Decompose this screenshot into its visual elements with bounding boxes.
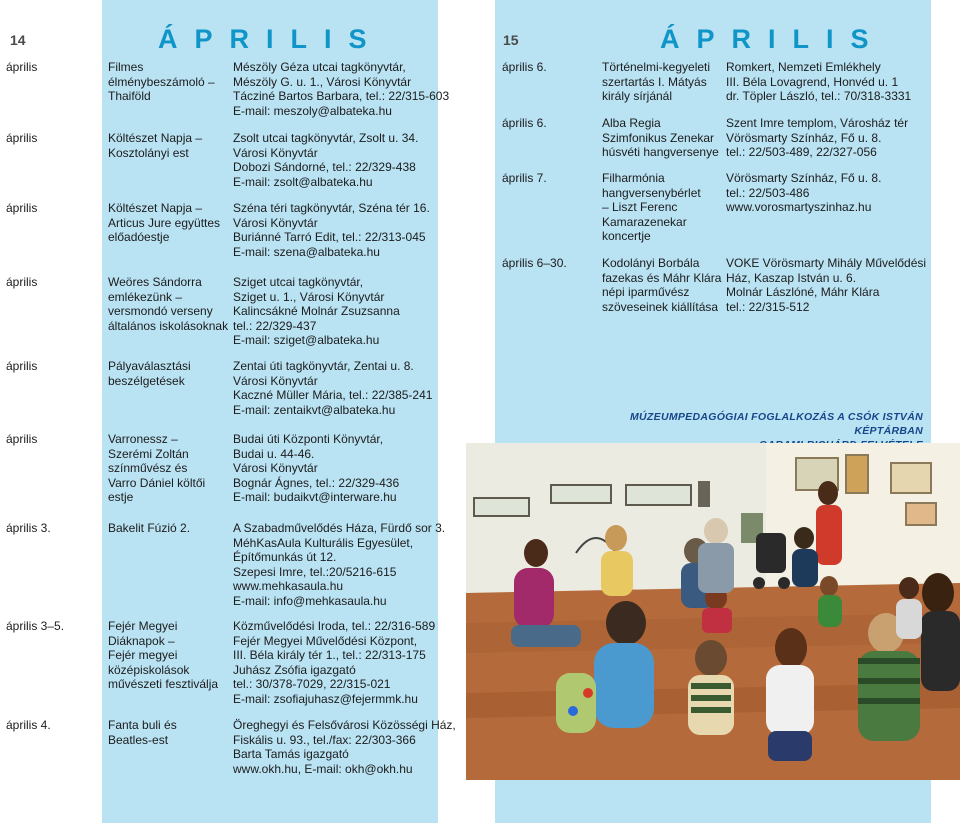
event-detail-line: Kalincsákné Molnár Zsuzsanna [233,304,400,319]
event-title-line: Kamarazenekar [602,214,687,229]
event-detail-line: Szent Imre templom, Városház tér [726,116,909,130]
event-title-line: színművész és [108,461,188,476]
event-title-line: fazekas és Máhr Klára [602,270,722,285]
event-detail-line: www.mehkasaula.hu [233,579,344,594]
event-date: április 6–30. [502,256,567,270]
event-title-line: élménybeszámoló – [108,74,215,89]
event-title [602,116,719,160]
event-details [233,718,456,776]
event-detail-line: E-mail: zsolt@albateka.hu [233,174,373,189]
event-detail-line: tel.: 22/315-512 [726,299,810,314]
event-detail-line: Romkert, Nemzeti Emlékhely [726,60,881,74]
event-title-line: Költészet Napja – [108,131,203,145]
event-detail-line: tel.: 22/503-486 [726,185,810,200]
event-detail-line: Városi Könyvtár [233,145,318,160]
event-detail-line: Zentai úti tagkönyvtár, Zentai u. 8. [233,359,414,373]
event-details [233,275,400,348]
event-title-line: versmondó verseny [108,304,213,319]
event-details [233,619,435,707]
event-detail-line: VOKE Vörösmarty Mihály Művelődési [726,256,927,270]
event-date: április [6,275,38,289]
event-detail-line: dr. Töpler László, tel.: 70/318-3331 [726,89,912,104]
event-details [726,116,908,160]
event-detail-line: Zsolt utcai tagkönyvtár, Zsolt u. 34. [233,131,419,145]
event-title [108,359,191,388]
event-detail-line: Öreghegyi és Felsővárosi Közösségi Ház, [233,718,456,732]
event-detail-line: Városi Könyvtár [233,373,318,388]
event-detail-line: E-mail: zentaikvt@albateka.hu [233,402,396,417]
event-title [602,60,710,104]
event-detail-line: Mészöly Géza utcai tagkönyvtár, [233,60,406,74]
event-title-line: Thaiföld [108,89,151,104]
event-detail-line: Városi Könyvtár [233,215,318,230]
event-detail-line: www.okh.hu, E-mail: okh@okh.hu [233,761,413,776]
event-title-line: Beatles-est [108,732,169,747]
event-detail-line: Közművelődési Iroda, tel.: 22/316-589 [233,619,436,633]
event-detail-line: MéhKasAula Kulturális Egyesület, [233,535,414,550]
event-title-line: középiskolások [108,662,190,677]
event-detail-line: Barta Tamás igazgató [233,747,349,762]
event-title-line: Kodolányi Borbála [602,256,700,270]
event-title-line: estje [108,490,134,505]
event-title-line: beszélgetések [108,373,185,388]
event-detail-line: E-mail: budaikvt@interware.hu [233,490,397,505]
event-title-line: húsvéti hangversenye [602,145,719,160]
event-title-line: művészeti fesztiválja [108,677,219,692]
event-detail-line: Juhász Zsófia igazgató [233,662,356,677]
event-title-line: Szerémi Zoltán [108,446,189,461]
event-detail-line: tel.: 22/329-437 [233,318,317,333]
event-title-line: Bakelit Fúzió 2. [108,521,191,535]
event-title-line: király sírjánál [602,89,673,104]
event-date: április 3. [6,521,51,535]
event-title [108,521,190,536]
event-detail-line: Mészöly G. u. 1., Városi Könyvtár [233,74,412,89]
museum-workshop-photo [466,443,960,780]
event-title [108,275,228,333]
event-detail-line: E-mail: zsofiajuhasz@fejermmk.hu [233,691,418,706]
event-date: április 3–5. [6,619,65,633]
event-title-line: Articus Jure együttes [108,215,221,230]
event-detail-line: www.vorosmartyszinhaz.hu [726,200,872,215]
caption-line-1: MÚZEUMPEDAGÓGIAI FOGLALKOZÁS A CSÓK ISTVÁN KÉPTÁRBAN [630,411,923,437]
event-detail-line: Vörösmarty Színház, Fő u. 8. [726,130,882,145]
event-title [602,256,721,314]
event-title [602,171,701,244]
event-details [726,60,911,104]
event-title-line: Történelmi-kegyeleti [602,60,711,74]
event-details [233,521,445,609]
event-detail-line: III. Béla Lovagrend, Honvéd u. 1 [726,74,899,89]
event-title-line: Pályaválasztási [108,359,191,373]
event-detail-line: Sziget utcai tagkönyvtár, [233,275,364,289]
event-title-line: koncertje [602,229,651,244]
event-title-line: Kosztolányi est [108,145,189,160]
event-date: április [6,60,38,74]
event-details [233,359,432,417]
event-detail-line: E-mail: meszoly@albateka.hu [233,103,392,118]
event-title-line: Fejér megyei [108,648,178,663]
page-number-left: 14 [10,32,26,48]
photo-illustration [466,443,960,780]
event-title-line: Alba Regia [602,116,661,130]
event-detail-line: Molnár Lászlóné, Máhr Klára [726,285,880,300]
event-detail-line: tel.: 22/503-489, 22/327-056 [726,145,877,160]
event-date: április 4. [6,718,51,732]
event-detail-line: tel.: 30/378-7029, 22/315-021 [233,677,391,692]
event-title-line: Weöres Sándorra [108,275,202,289]
event-detail-line: Ház, Kaszap István u. 6. [726,270,857,285]
event-detail-line: E-mail: sziget@albateka.hu [233,333,380,348]
event-title-line: Költészet Napja – [108,201,203,215]
event-title [108,131,202,160]
event-detail-line: Kaczné Müller Mária, tel.: 22/385-241 [233,388,433,403]
event-date: április [6,432,38,446]
event-date: április 7. [502,171,547,185]
event-date: április [6,131,38,145]
event-title-line: általános iskolásoknak [108,318,229,333]
event-title-line: szöveseinek kiállítása [602,299,719,314]
event-title-line: szertartás I. Mátyás [602,74,707,89]
event-title-line: – Liszt Ferenc [602,200,678,215]
event-detail-line: Budai u. 44-46. [233,446,315,461]
event-detail-line: Sziget u. 1., Városi Könyvtár [233,289,385,304]
event-detail-line: Városi Könyvtár [233,461,318,476]
event-detail-line: Buriánné Tarró Edit, tel.: 22/313-045 [233,230,426,245]
event-details [726,171,881,215]
event-details [726,256,926,314]
event-title [108,60,215,104]
event-title-line: hangversenybérlet [602,185,701,200]
event-title-line: Szimfonikus Zenekar [602,130,715,145]
event-detail-line: Széna téri tagkönyvtár, Széna tér 16. [233,201,430,215]
event-title-line: emlékezünk – [108,289,183,304]
event-detail-line: Vörösmarty Színház, Fő u. 8. [726,171,882,185]
event-title-line: Fanta buli és [108,718,177,732]
page-number-right: 15 [503,32,519,48]
event-detail-line: Budai úti Központi Könyvtár, [233,432,384,446]
event-title [108,432,205,505]
event-detail-line: E-mail: info@mehkasaula.hu [233,593,387,608]
event-detail-line: Dobozi Sándorné, tel.: 22/329-438 [233,160,416,175]
event-title-line: előadóestje [108,230,170,245]
event-detail-line: Bognár Ágnes, tel.: 22/329-436 [233,475,400,490]
month-title-right: ÁPRILIS [660,24,886,54]
event-detail-line: Tácziné Bartos Barbara, tel.: 22/315-603 [233,89,450,104]
event-title-line: Diáknapok – [108,633,175,648]
event-title-line: Varronessz – [108,432,178,446]
event-details [233,131,418,189]
event-details [233,201,430,259]
event-title-line: Fejér Megyei [108,619,178,633]
event-date: április 6. [502,60,547,74]
event-detail-line: III. Béla király tér 1., tel.: 22/313-175 [233,648,426,663]
event-detail-line: Építőmunkás út 12. [233,550,337,565]
event-title-line: népi iparművész [602,285,690,300]
event-detail-line: Fejér Megyei Művelődési Központ, [233,633,418,648]
event-title [108,201,220,245]
event-title [108,619,218,692]
event-date: április [6,359,38,373]
event-date: április 6. [502,116,547,130]
event-detail-line: E-mail: szena@albateka.hu [233,244,380,259]
event-details [233,432,399,505]
event-title-line: Varro Dániel költői [108,475,206,490]
event-title-line: Filharmónia [602,171,665,185]
event-detail-line: Fiskális u. 93., tel./fax: 22/303-366 [233,732,416,747]
event-detail-line: Szepesi Imre, tel.:20/5216-615 [233,564,397,579]
event-title-line: Filmes [108,60,144,74]
event-date: április [6,201,38,215]
event-detail-line: A Szabadművelődés Háza, Fürdő sor 3. [233,521,446,535]
event-details [233,60,449,118]
event-title [108,718,177,747]
month-title-left: ÁPRILIS [158,24,384,54]
